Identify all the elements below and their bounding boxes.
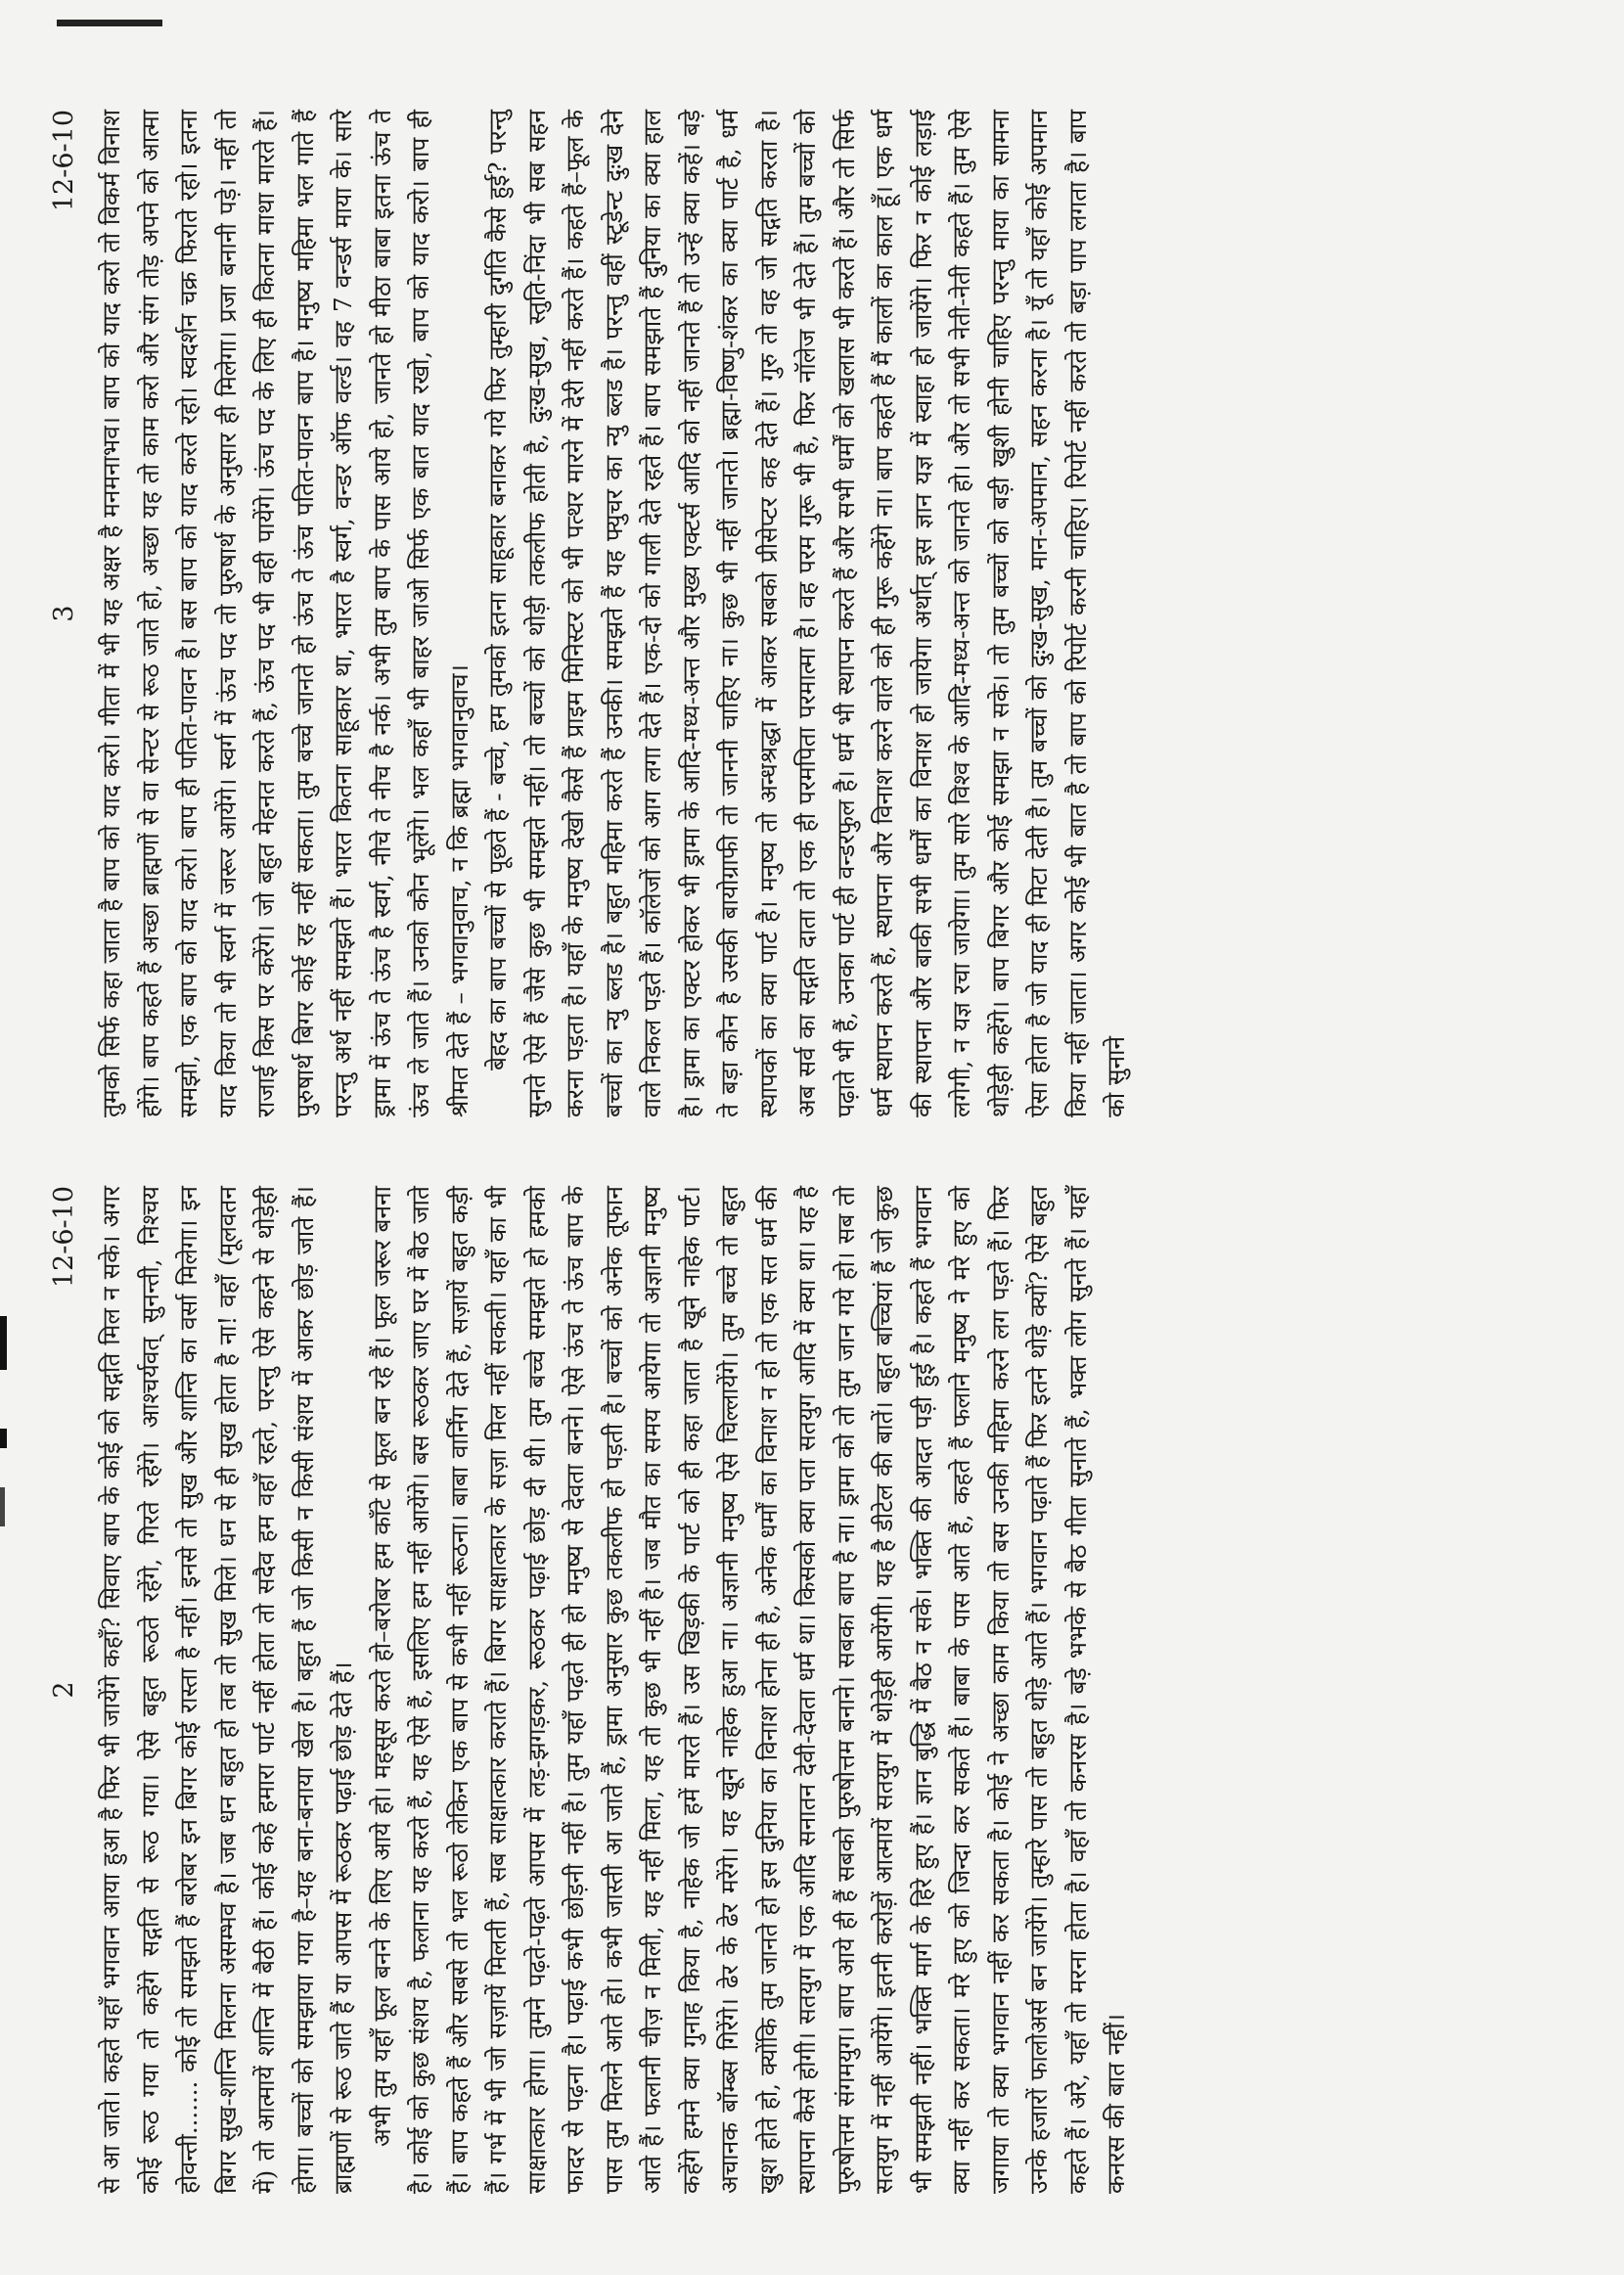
page-number: 3 (49, 605, 79, 622)
left-page-body (92, 1186, 1136, 2194)
paragraph: से आ जाते। कहते यहाँ भगवान आया हुआ है फिर भी जायेंगे कहाँ? सिवाए बाप के कोई को सद्गति मिल न सके। अगर कोई रूठ गया तो कहेंगे सद्गति से रूठ गया। ऐसे बहुत रूठते रहेंगे, गिरते रहेंगे। आश्चर्यवत् सुनन्ती, निश्चय होवन्ती....... कोई तो समझते हैं बरोबर इन बिगर कोई रास्ता है नहीं। इनसे तो सुख और शान्ति का वर्सा मिलेगा। इन बिगर सुख-शान्ति मिलना असम्भव है। जब धन बहुत हो तब तो सुख मिले। धन से ही सुख होता है ना! वहाँ (मूलवतन में) तो आत्मायें शान्ति में बैठी हैं। कोई कहे हमारा पार्ट नहीं होता तो सदैव हम वहाँ रहते, परन्तु ऐसे कहने से थोड़ेही होगा। बच्चों को समझाया गया है–यह बना-बनाया खेल है। बहुत हैं जो किसी न किसी संशय में आकर छोड़ जाते हैं। ब्राह्मणों से रूठ जाते हैं या आपस में रूठकर पढ़ाई छोड़ देते हैं। (97, 1186, 357, 2194)
scan-edge-mark (0, 1487, 5, 1526)
right-page-body (92, 110, 1136, 1117)
page-date: 12-6-10 (49, 110, 79, 212)
page-date: 12-6-10 (49, 1186, 79, 1289)
right-page (49, 110, 1575, 1117)
paragraph: तुमको सिर्फ कहा जाता है बाप को याद करो। गीता में भी यह अक्षर है मनमनाभव। बाप को याद करो तो विकर्म विनाश होंगे। बाप कहते हैं अच्छा ब्राह्मणों से वा सेन्टर से रूठ जाते हो, अच्छा यह तो काम करो और संग तोड़ अपने को आत्मा समझो, एक बाप को याद करो। बाप ही पतित-पावन है। बस बाप को याद करते रहो। स्वदर्शन चक्र फिराते रहो। इतना याद किया तो भी स्वर्ग में जरूर आयेंगे। स्वर्ग में ऊंच पद तो पुरुषार्थ के अनुसार ही मिलेगा। प्रजा बनानी पड़े। नहीं तो राजाई किस पर करेंगे। जो बहुत मेहनत करते हैं, ऊंच पद भी वही पायेंगे। ऊंच पद के लिए ही कितना माथा मारते हैं। पुरुषार्थ बिगर कोई रह नहीं सकता। तुम बच्चे जानते हो ऊंच ते ऊंच पतित-पावन बाप है। मनुष्य महिमा भल गाते हैं परन्तु अर्थ नहीं समझते हैं। भारत कितना साहूकार था, भारत है स्वर्ग, वन्डर ऑफ वर्ल्ड। वह 7 वन्डर्स माया के। सारे ड्रामा में ऊंच ते ऊंच है स्वर्ग, नीचे ते नीच है नर्क। अभी तुम बाप के पास आये हो, जानते हो मीठा बाबा इतना ऊंच ते ऊंच ले जाते हैं। उनको कौन भूलेंगे। भल कहाँ भी बाहर जाओ सिर्फ एक बात याद रखो, बाप को याद करो। बाप ही श्रीमत देते हैं – भगवानुवाच, न कि ब्रह्मा भगवानुवाच। (97, 110, 474, 1117)
scan-edge-mark (0, 1316, 7, 1370)
page-number: 2 (49, 1681, 79, 1699)
scan-edge-mark (0, 1429, 7, 1448)
scan-edge-mark (57, 20, 162, 26)
left-page-header (49, 1186, 88, 2194)
paragraph: बेहद का बाप बच्चों से पूछते हैं - बच्चे, हम तुमको इतना साहूकार बनाकर गये फिर तुम्हारी दुर्गति कैसे हुई? परन्तु सुनते ऐसे हैं जैसे कुछ भी समझते नहीं। तो बच्चों को थोड़ी तकलीफ होती है, दुःख-सुख, स्तुति-निंदा भी सब सहन करना पड़ता है। यहाँ के मनुष्य देखो कैसे हैं प्राइम मिनिस्टर को भी पत्थर मारने में देरी नहीं करते हैं। कहते हैं–फूल के बच्चों का न्यु ब्लड है। बहुत महिमा करते हैं उनकी। समझते हैं यह फ्युचर का न्यु ब्लड है। परन्तु वहीं स्टूडेन्ट दुःख देने वाले निकल पड़ते हैं। कॉलेजों को आग लगा देते हैं। एक-दो को गाली देते रहते हैं। बाप समझाते हैं दुनिया का क्या हाल है। ड्रामा का एक्टर होकर भी ड्रामा के आदि-मध्य-अन्त और मुख्य एक्टर्स आदि को नहीं जानते हैं तो उन्हें क्या कहें। बड़े ते बड़ा कौन है उसकी बायोग्राफी तो जाननी चाहिए ना। कुछ भी नहीं जानते। ब्रह्मा-विष्णु-शंकर का क्या पार्ट है, धर्म स्थापकों का क्या पार्ट है। मनुष्य तो अन्धश्रद्धा में आकर सबको प्रीसेप्टर कह देते हैं। गुरु तो वह जो सद्गति करता है। अब सर्व का सद्गति दाता तो एक ही परमपिता परमात्मा है। वह परम गुरू भी है, फिर नॉलेज भी देते हैं। तुम बच्चों को पढ़ाते भी हैं, उनका पार्ट ही वन्डरफुल है। धर्म भी स्थापन करते हैं और सभी धर्मों को खलास भी करते हैं। और तो सिर्फ धर्म स्थापन करते हैं, स्थापना और विनाश करने वाले को ही गुरू कहेंगे ना। बाप कहते हैं मैं कालों का काल हूँ। एक धर्म की स्थापना और बाकी सभी धर्मों का विनाश हो जायेगा अर्थात् इस ज्ञान यज्ञ में स्वाहा हो जायेंगे। फिर न कोई लड़ाई लगेगी, न यज्ञ रचा जायेगा। तुम सारे विश्व के आदि-मध्य-अन्त को जानते हो। और तो सभी नेती-नेती कहते हैं। तुम ऐसे थोड़ेही कहेंगे। बाप बिगर और कोई समझा न सके। तो तुम बच्चों को बड़ी खुशी होनी चाहिए परन्तु माया का सामना ऐसा होता है जो याद ही मिटा देती है। तुम बच्चों को दुःख-सुख, मान-अपमान, सहन करना है। यूँ तो यहाँ कोई अपमान किया नहीं जाता। अगर कोई भी बात है तो बाप को रिपोर्ट करनी चाहिए। रिपोर्ट नहीं करते तो बड़ा पाप लगता है। बाप को सुनाने (483, 110, 1130, 1117)
right-page-header (49, 110, 88, 1117)
rotated-page-spread (49, 61, 1575, 2213)
paragraph: अभी तुम यहाँ फूल बनने के लिए आये हो। महसूस करते हो–बरोबर हम काँटे से फूल बन रहे हैं। फूल जरूर बनना है। कोई को कुछ संशय है, फलाना यह करते हैं, यह ऐसे हैं, इसलिए हम नहीं आयेंगे। बस रूठकर जाए घर में बैठ जाते हैं। बाप कहते हैं और सबसे तो भल रूठो लेकिन एक बाप से कभी नहीं रूठना। बाबा वार्निंग देते हैं, सज़ायें बहुत कड़ी हैं। गर्भ में भी जो सज़ायें मिलती हैं, सब साक्षात्कार कराते हैं। बिगर साक्षात्कार के सज़ा मिल नहीं सकती। यहाँ का भी साक्षात्कार होगा। तुमने पढ़ते-पढ़ते आपस में लड़-झगड़कर, रूठकर पढ़ाई छोड़ दी थी। तुम बच्चे समझते हो हमको फादर से पढ़ना है। पढ़ाई कभी छोड़नी नहीं है। तुम यहाँ पढ़ते ही हो मनुष्य से देवता बनने। ऐसे ऊंच ते ऊंच बाप के पास तुम मिलने आते हो। कभी जास्ती आ जाते हैं, ड्रामा अनुसार कुछ तकलीफ हो पड़ती है। बच्चों को अनेक तूफान आते हैं। फलानी चीज़ न मिली, यह नहीं मिला, यह तो कुछ भी नहीं है। जब मौत का समय आयेगा तो अज्ञानी मनुष्य कहेंगे हमने क्या गुनाह किया है, नाहेक जो हमें मारते हैं। उस खिड़की के पार्ट को ही कहा जाता है खूने नाहेक पार्ट। अचानक बॉम्ब्स गिरेंगे। ढेर के ढेर मरेंगे। यह खूने नाहेक हुआ ना। अज्ञानी मनुष्य ऐसे चिल्लायेंगे। तुम बच्चे तो बहुत खुश होते हो, क्योंकि तुम जानते हो इस दुनिया का विनाश होना ही है, अनेक धर्मों का विनाश न हो तो एक सत धर्म की स्थापना कैसे होगी। सतयुग में एक आदि सनातन देवी-देवता धर्म था। किसको क्या पता सतयुग आदि में क्या था। यह है पुरुषोत्तम संगमयुग। बाप आये ही हैं सबको पुरुषोत्तम बनाने। सबका बाप है ना। ड्रामा को तो तुम जान गये हो। सब तो सतयुग में नहीं आयेंगे। इतनी करोड़ों आत्मायें सतयुग में थोड़ेही आयेंगी। यह है डीटेल की बातें। बहुत बच्चियां हैं जो कुछ भी समझती नहीं। भक्ति मार्ग के हिरे हुए हैं। ज्ञान बुद्धि में बैठ न सके। भक्ति की आदत पड़ी हुई है। कहते हैं भगवान क्या नहीं कर सकता। मरे हुए को जिन्दा कर सकते हैं। बाबा के पास आते हैं, कहते हैं फलाने मनुष्य ने मरे हुए को जगाया तो क्या भगवान नहीं कर सकता है। कोई ने अच्छा काम किया तो बस उनकी महिमा करने लग पड़ते हैं। फिर उनके हजारों फालोअर्स बन जायेंगे। तुम्हारे पास तो बहुत थोड़े आते हैं। भगवान पढ़ाते हैं फिर इतने थोड़े क्यों? ऐसे बहुत कहते हैं। अरे, यहाँ तो मरना होता है। वहाँ तो कनरस है। बड़े भभके से बैठ गीता सुनाते हैं, भक्त लोग सुनते हैं। यहाँ कनरस की बात नहीं। (367, 1186, 1130, 2194)
left-page (49, 1186, 1575, 2194)
